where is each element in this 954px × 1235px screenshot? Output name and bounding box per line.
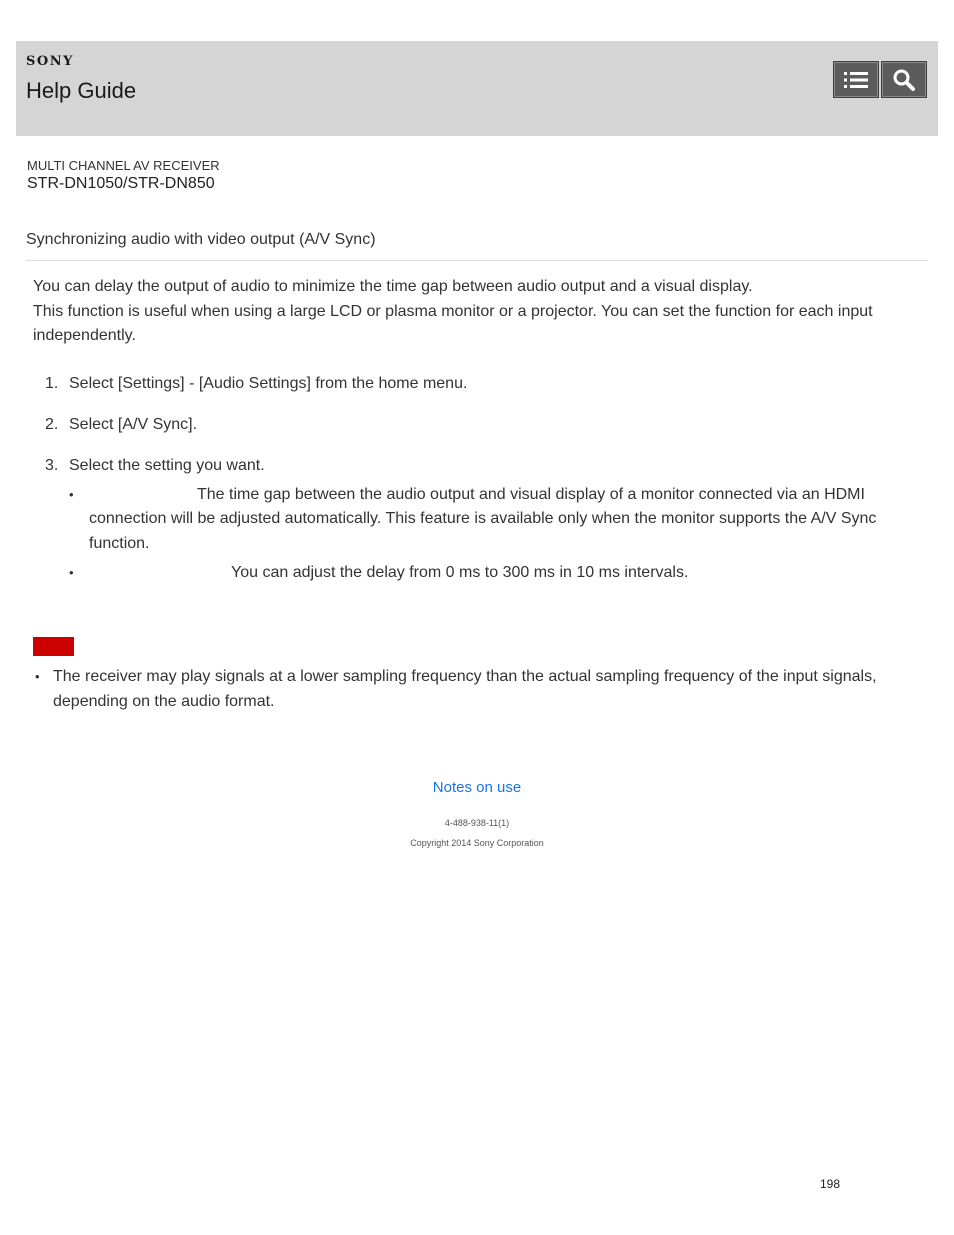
copyright: Copyright 2014 Sony Corporation [410,838,544,848]
option-description: The time gap between the audio output and visual display of a monitor connected via an HDMI connection will be adjusted automatically. This feature is available only when the monitor supports the A/V Sync function. [89,485,877,552]
step-item [33,413,915,438]
bullet-icon: • [35,669,40,684]
note-badge [33,637,74,656]
intro-paragraph: This function is useful when using a large LCD or plasma monitor or a projector. You can set the function for each input independently. [33,302,873,344]
document-number: 4-488-938-11(1) [444,818,510,828]
search-button[interactable] [881,61,927,98]
step-text: Select [A/V Sync]. [69,416,198,433]
product-model: STR-DN1050/STR-DN850 [27,175,215,192]
intro-text [33,275,915,349]
option-list [69,483,915,586]
step-item [33,372,915,397]
title-divider [26,260,928,261]
step-number: 1. [45,375,59,392]
note-text: The receiver may play signals at a lower sampling frequency than the actual sampling frequency of the input signals, depending on the audio format. [53,668,877,710]
option-item [69,483,915,557]
page-number: 198 [820,1177,841,1191]
list-icon [843,69,869,91]
note-item [33,665,915,714]
option-description: You can adjust the delay from 0 ms to 300 ms in 10 ms intervals. [231,563,689,581]
step-item [33,454,915,585]
related-topic-link[interactable]: Notes on use [432,779,522,796]
header-bar [16,41,938,136]
step-text: Select [Settings] - [Audio Settings] from the home menu. [69,375,468,392]
bullet-icon: • [69,564,74,580]
step-number: 2. [45,416,59,433]
product-category: MULTI CHANNEL AV RECEIVER [27,158,220,173]
page-title: Synchronizing audio with video output (A/V Sync) [26,231,376,248]
intro-paragraph: You can delay the output of audio to minimize the time gap between audio output and a visual display. [33,278,753,295]
help-guide-title: Help Guide [26,78,137,103]
search-icon [892,68,916,92]
notes-list [33,665,915,714]
step-text: Select the setting you want. [69,457,265,474]
option-item [69,561,915,586]
step-list [33,372,915,585]
toc-button[interactable] [833,61,879,98]
step-number: 3. [45,457,59,474]
sony-logo: SONY [26,54,74,69]
bullet-icon: • [69,486,74,502]
